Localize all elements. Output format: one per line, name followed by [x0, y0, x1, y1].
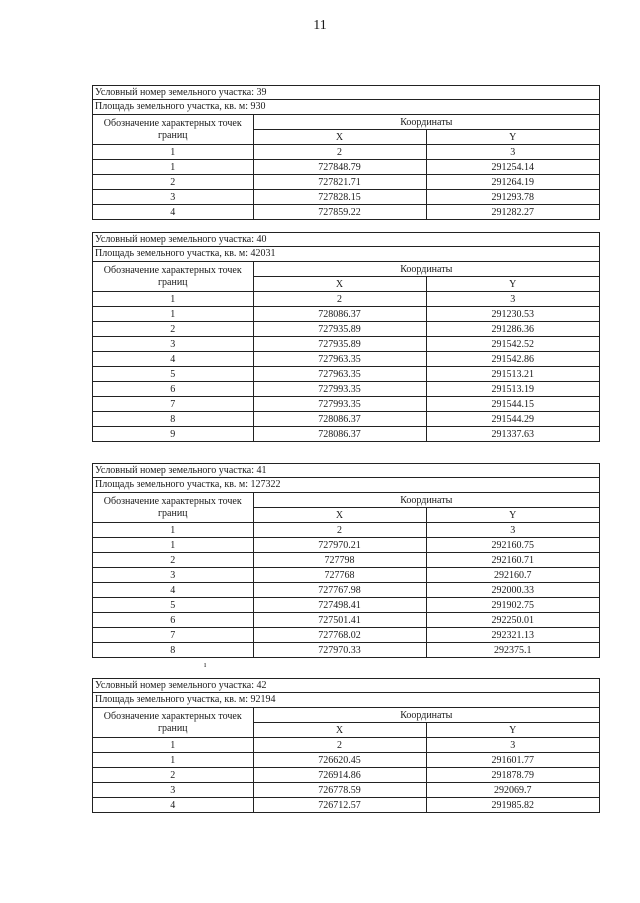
table-row	[93, 175, 599, 190]
parcel-block	[92, 232, 600, 442]
table-row	[93, 382, 599, 397]
table-row	[93, 160, 599, 175]
x-coordinate: 727768	[253, 568, 426, 583]
parcel-number-line: Условный номер земельного участка: 40	[93, 233, 599, 247]
table-row	[93, 538, 599, 553]
table-row	[93, 337, 599, 352]
parcel-block	[92, 463, 600, 658]
point-number: 1	[93, 160, 253, 175]
y-coordinate: 291513.21	[426, 367, 599, 382]
y-coordinate: 291254.14	[426, 160, 599, 175]
x-coordinate: 727963.35	[253, 367, 426, 382]
y-coordinate: 292160.7	[426, 568, 599, 583]
y-coordinate: 292160.75	[426, 538, 599, 553]
x-coordinate: 728086.37	[253, 427, 426, 442]
parcel-area-line: Площадь земельного участка, кв. м: 127322	[95, 479, 281, 490]
table-row	[93, 307, 599, 322]
point-number: 6	[93, 382, 253, 397]
x-coordinate: 727498.41	[253, 598, 426, 613]
x-coordinate: 726712.57	[253, 798, 426, 813]
point-number: 5	[93, 367, 253, 382]
point-number: 3	[93, 783, 253, 798]
x-coordinate: 726914.86	[253, 768, 426, 783]
x-coordinate: 727970.21	[253, 538, 426, 553]
point-number: 1	[93, 307, 253, 322]
point-number: 1	[93, 538, 253, 553]
table-row	[93, 322, 599, 337]
table-row	[93, 643, 599, 658]
y-coordinate: 291264.19	[426, 175, 599, 190]
column-number: 3	[426, 738, 599, 753]
y-header: Y	[426, 723, 599, 738]
point-number: 4	[93, 798, 253, 813]
parcel-number-line: Условный номер земельного участка: 41	[93, 464, 599, 478]
parcel-area-line: Площадь земельного участка, кв. м: 42031	[95, 248, 276, 259]
x-coordinate: 727798	[253, 553, 426, 568]
y-coordinate: 291337.63	[426, 427, 599, 442]
y-coordinate: 291544.29	[426, 412, 599, 427]
x-coordinate: 727501.41	[253, 613, 426, 628]
x-header: X	[253, 508, 426, 523]
point-number: 3	[93, 337, 253, 352]
point-number: 3	[93, 190, 253, 205]
column-number: 3	[426, 145, 599, 160]
y-coordinate: 292375.1	[426, 643, 599, 658]
point-number: 4	[93, 352, 253, 367]
point-number: 2	[93, 175, 253, 190]
point-number: 7	[93, 397, 253, 412]
point-number: 4	[93, 205, 253, 220]
column-number: 2	[253, 738, 426, 753]
parcel-block	[92, 678, 600, 813]
coordinates-header: Координаты	[253, 493, 599, 508]
table-row	[93, 613, 599, 628]
point-number: 7	[93, 628, 253, 643]
x-coordinate: 727821.71	[253, 175, 426, 190]
table-row	[93, 768, 599, 783]
y-coordinate: 291985.82	[426, 798, 599, 813]
x-coordinate: 727935.89	[253, 337, 426, 352]
table-row	[93, 583, 599, 598]
y-coordinate: 291902.75	[426, 598, 599, 613]
y-header: Y	[426, 508, 599, 523]
x-coordinate: 727828.15	[253, 190, 426, 205]
y-coordinate: 291542.52	[426, 337, 599, 352]
coordinates-header: Координаты	[253, 115, 599, 130]
stray-mark: ı	[204, 660, 207, 669]
x-coordinate: 728086.37	[253, 412, 426, 427]
point-number: 8	[93, 643, 253, 658]
table-row	[93, 783, 599, 798]
coordinates-header: Координаты	[253, 262, 599, 277]
parcel-area-line: Площадь земельного участка, кв. м: 930	[95, 101, 266, 112]
point-label-header: Обозначение характерных точек границ	[93, 708, 253, 738]
coordinates-header: Координаты	[253, 708, 599, 723]
column-number: 3	[426, 292, 599, 307]
column-number: 1	[93, 292, 253, 307]
column-number: 1	[93, 738, 253, 753]
y-coordinate: 291286.36	[426, 322, 599, 337]
table-row	[93, 753, 599, 768]
x-coordinate: 727767.98	[253, 583, 426, 598]
table-row	[93, 427, 599, 442]
y-coordinate: 291601.77	[426, 753, 599, 768]
x-coordinate: 727848.79	[253, 160, 426, 175]
point-number: 6	[93, 613, 253, 628]
page-number: 11	[313, 18, 327, 33]
y-coordinate: 291282.27	[426, 205, 599, 220]
x-coordinate: 727859.22	[253, 205, 426, 220]
coordinates-table	[93, 261, 599, 441]
y-coordinate: 292000.33	[426, 583, 599, 598]
coordinates-table	[93, 492, 599, 657]
y-coordinate: 291293.78	[426, 190, 599, 205]
x-header: X	[253, 277, 426, 292]
column-number: 2	[253, 292, 426, 307]
column-number: 2	[253, 523, 426, 538]
x-coordinate: 726620.45	[253, 753, 426, 768]
parcel-area-line: Площадь земельного участка, кв. м: 92194	[95, 694, 276, 705]
column-number: 2	[253, 145, 426, 160]
column-number: 1	[93, 145, 253, 160]
x-coordinate: 727768.02	[253, 628, 426, 643]
table-row	[93, 568, 599, 583]
coordinates-table	[93, 707, 599, 812]
x-coordinate: 727993.35	[253, 397, 426, 412]
point-number: 3	[93, 568, 253, 583]
table-row	[93, 553, 599, 568]
x-header: X	[253, 130, 426, 145]
point-number: 1	[93, 753, 253, 768]
coordinates-table	[93, 114, 599, 219]
table-row	[93, 628, 599, 643]
x-coordinate: 726778.59	[253, 783, 426, 798]
y-coordinate: 291878.79	[426, 768, 599, 783]
x-coordinate: 727993.35	[253, 382, 426, 397]
table-row	[93, 412, 599, 427]
point-number: 2	[93, 322, 253, 337]
column-number: 1	[93, 523, 253, 538]
table-row	[93, 352, 599, 367]
table-row	[93, 397, 599, 412]
x-header: X	[253, 723, 426, 738]
column-number: 3	[426, 523, 599, 538]
parcel-block	[92, 85, 600, 220]
point-label-header: Обозначение характерных точек границ	[93, 493, 253, 523]
table-row	[93, 367, 599, 382]
y-coordinate: 291513.19	[426, 382, 599, 397]
table-row	[93, 190, 599, 205]
parcel-number-line: Условный номер земельного участка: 42	[93, 679, 599, 693]
point-number: 2	[93, 768, 253, 783]
y-coordinate: 291230.53	[426, 307, 599, 322]
x-coordinate: 727935.89	[253, 322, 426, 337]
point-number: 8	[93, 412, 253, 427]
table-row	[93, 205, 599, 220]
table-row	[93, 598, 599, 613]
point-label-header: Обозначение характерных точек границ	[93, 115, 253, 145]
y-coordinate: 291542.86	[426, 352, 599, 367]
table-row	[93, 798, 599, 813]
y-header: Y	[426, 277, 599, 292]
y-coordinate: 292321.13	[426, 628, 599, 643]
point-number: 9	[93, 427, 253, 442]
y-header: Y	[426, 130, 599, 145]
x-coordinate: 727963.35	[253, 352, 426, 367]
y-coordinate: 291544.15	[426, 397, 599, 412]
y-coordinate: 292160.71	[426, 553, 599, 568]
y-coordinate: 292250.01	[426, 613, 599, 628]
parcel-number-line: Условный номер земельного участка: 39	[93, 86, 599, 100]
y-coordinate: 292069.7	[426, 783, 599, 798]
point-number: 5	[93, 598, 253, 613]
point-number: 4	[93, 583, 253, 598]
point-number: 2	[93, 553, 253, 568]
x-coordinate: 727970.33	[253, 643, 426, 658]
point-label-header: Обозначение характерных точек границ	[93, 262, 253, 292]
x-coordinate: 728086.37	[253, 307, 426, 322]
